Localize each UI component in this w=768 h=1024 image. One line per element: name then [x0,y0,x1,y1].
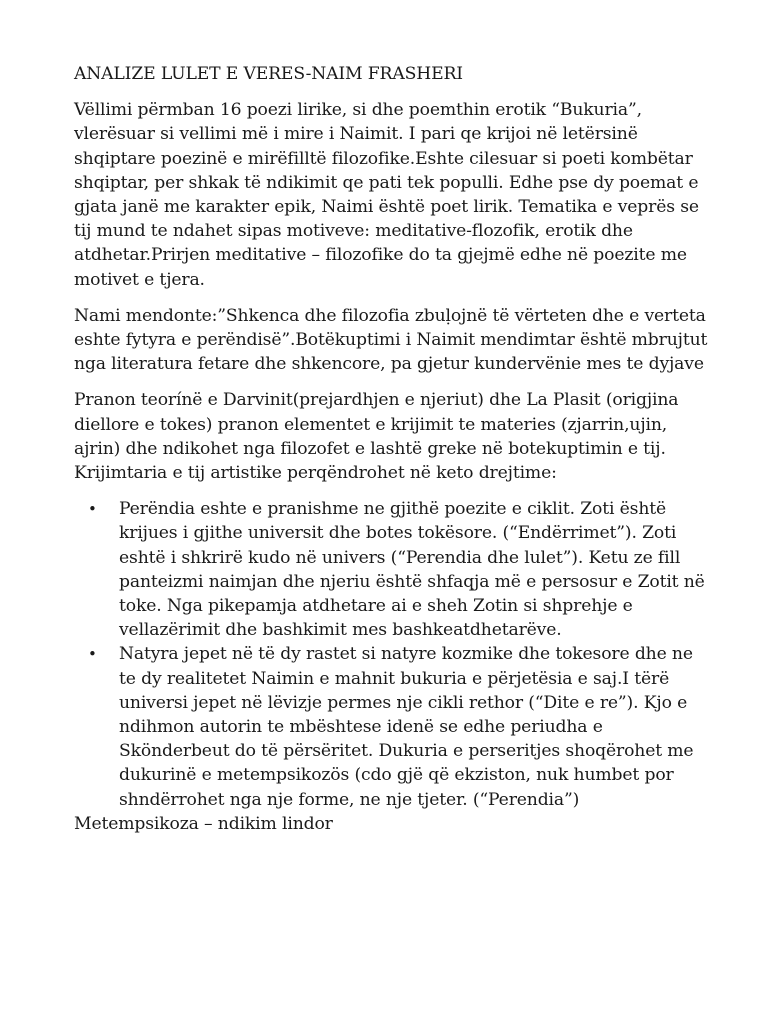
paragraph-quote: Nami mendonte:”Shkenca dhe filozofia zbuḷojnë të vërteten dhe e verteta eshte fytyra e perëndisë”.Botëkuptimi i Naimit mendimtar është mbrujtut nga literatura fetare dhe shkencore, pa gjetur kundervënie mes te dyjave [74,305,708,375]
list-item-text: Perëndia eshte e pranishme ne gjithë poezite e ciklit. Zoti është krijues i gjithe universit dhe botes tokësore. (“Endërrimet”). Zoti eshtë i shkrirë kudo në univers (“Perendia dhe lulet”). Ketu ze fill panteizmi naimjan dhe njeriu është shfaqja më e persosur e Zotit në toke. Nga pikepamja atdhetare ai e sheh Zotin si shprehje e vellazërimit dhe bashkimit mes bashkeatdhetarëve. [119,499,705,641]
document-page [74,62,708,836]
bullet-icon: • [88,500,97,519]
list-item-text: Natyra jepet në të dy rastet si natyre kozmike dhe tokesore dhe ne te dy realitetet Naimin e mahnit bukuria e përjetësia e saj.I tërë universi jepet në lëvizje permes nje cikli rethor (“Dite e re”). Kjo e ndihmon autorin te mbështese idenë se edhe periudha e Skönderbeut do të përsëritet. Dukuria e perseritjes shoqërohet me dukurinë e metempsikozös (cdo gjë që ekziston, nuk humbet por shndërrohet nga nje forme, ne nje tjeter. (“Perendia”) [119,644,694,810]
list-item [74,642,708,811]
paragraph-theories: Pranon teorínë e Darvinit(prejardhjen e njeriut) dhe La Plasit (origjina diellore e tokes) pranon elementet e krijimit te materies (zjarrin,ujin, ajrin) dhe ndikohet nga filozofet e lashtë greke në botekuptimin e tij. Krijimtaria e tij artistike perqëndrohet në keto drejtime: [74,390,679,484]
bullet-list [74,497,708,812]
list-item [74,497,708,642]
trailing-line: Metempsikoza – ndikim lindor [74,813,333,834]
document-title: ANALIZE LULET E VERES-NAIM FRASHERI [74,64,463,84]
bullet-icon: • [88,645,97,664]
paragraph-intro: Vëllimi përmban 16 poezi lirike, si dhe poemthin erotik “Bukuria”, vlerësuar si vellimi më i mire i Naimit. I pari qe krijoi në letërsinë shqiptare poezinë e mirëfilltë filozofike.Eshte cilesuar si poeti kombëtar shqiptar, per shkak të ndikimit qe pati tek populli. Edhe pse dy poemat e gjata janë me karakter epik, Naimi është poet lirik. Tematika e veprës se tij mund te ndahet sipas motiveve: meditative-flozofik, erotik dhe atdhetar.Prirjen meditative – filozofike do ta gjejmë edhe në poezite me motivet e tjera. [74,100,699,290]
